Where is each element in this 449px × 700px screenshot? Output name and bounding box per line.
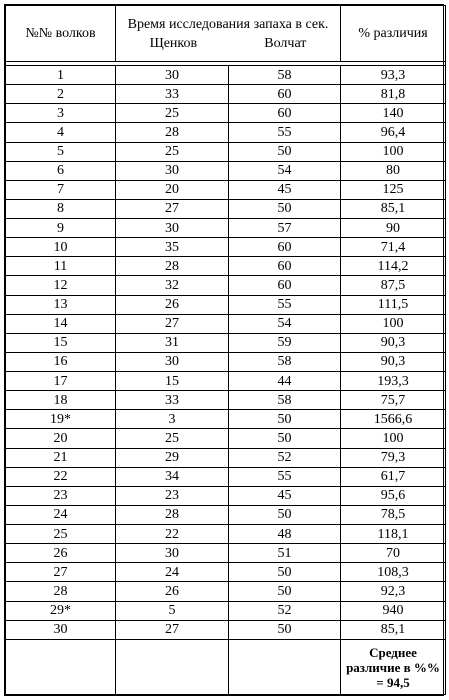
cell-cubs: 50 xyxy=(229,142,341,161)
cell-puppies: 34 xyxy=(116,467,229,486)
cell-wolf-number: 22 xyxy=(6,467,116,486)
table-row xyxy=(6,505,446,524)
cell-wolf-number: 13 xyxy=(6,295,116,314)
header-time-group xyxy=(116,6,341,62)
cell-puppies: 26 xyxy=(116,295,229,314)
header-time-label: Время исследования запаха в сек. xyxy=(127,16,329,32)
cell-percent: 114,2 xyxy=(341,257,446,276)
cell-wolf-number: 28 xyxy=(6,582,116,601)
cell-percent: 90 xyxy=(341,219,446,238)
table-row xyxy=(6,142,446,161)
cell-percent: 193,3 xyxy=(341,372,446,391)
cell-puppies: 28 xyxy=(116,257,229,276)
cell-wolf-number: 26 xyxy=(6,544,116,563)
cell-percent: 100 xyxy=(341,314,446,333)
cell-percent: 81,8 xyxy=(341,85,446,104)
cell-percent: 100 xyxy=(341,142,446,161)
table-row xyxy=(6,199,446,218)
cell-puppies: 27 xyxy=(116,314,229,333)
cell-percent: 93,3 xyxy=(341,66,446,85)
table-row xyxy=(6,238,446,257)
cell-wolf-number: 30 xyxy=(6,620,116,639)
header-percent: % различия xyxy=(341,6,446,62)
cell-percent: 125 xyxy=(341,180,446,199)
table-row xyxy=(6,123,446,142)
table-row xyxy=(6,467,446,486)
table-body xyxy=(6,66,446,640)
cell-wolf-number: 7 xyxy=(6,180,116,199)
cell-puppies: 5 xyxy=(116,601,229,620)
cell-cubs: 50 xyxy=(229,199,341,218)
table-row xyxy=(6,314,446,333)
cell-percent: 1566,6 xyxy=(341,410,446,429)
cell-wolf-number: 24 xyxy=(6,505,116,524)
cell-percent: 108,3 xyxy=(341,563,446,582)
cell-wolf-number: 14 xyxy=(6,314,116,333)
cell-cubs: 50 xyxy=(229,505,341,524)
table-row xyxy=(6,601,446,620)
cell-wolf-number: 6 xyxy=(6,161,116,180)
cell-puppies: 25 xyxy=(116,429,229,448)
cell-cubs: 52 xyxy=(229,448,341,467)
cell-percent: 85,1 xyxy=(341,620,446,639)
cell-percent: 79,3 xyxy=(341,448,446,467)
table-row xyxy=(6,180,446,199)
cell-puppies: 29 xyxy=(116,448,229,467)
cell-puppies: 26 xyxy=(116,582,229,601)
cell-cubs: 50 xyxy=(229,429,341,448)
table-row xyxy=(6,295,446,314)
cell-puppies: 27 xyxy=(116,199,229,218)
cell-cubs: 44 xyxy=(229,372,341,391)
cell-puppies: 33 xyxy=(116,391,229,410)
footer-row xyxy=(6,640,446,695)
cell-percent: 100 xyxy=(341,429,446,448)
table-row xyxy=(6,333,446,352)
cell-puppies: 33 xyxy=(116,85,229,104)
cell-cubs: 60 xyxy=(229,238,341,257)
cell-puppies: 30 xyxy=(116,219,229,238)
cell-percent: 111,5 xyxy=(341,295,446,314)
table-row xyxy=(6,372,446,391)
cell-puppies: 31 xyxy=(116,333,229,352)
cell-cubs: 60 xyxy=(229,85,341,104)
table-row xyxy=(6,620,446,639)
cell-cubs: 50 xyxy=(229,620,341,639)
cell-puppies: 20 xyxy=(116,180,229,199)
table-row xyxy=(6,104,446,123)
cell-wolf-number: 23 xyxy=(6,486,116,505)
cell-cubs: 50 xyxy=(229,410,341,429)
cell-cubs: 58 xyxy=(229,391,341,410)
cell-wolf-number: 25 xyxy=(6,525,116,544)
table-row xyxy=(6,448,446,467)
cell-cubs: 55 xyxy=(229,123,341,142)
cell-puppies: 32 xyxy=(116,276,229,295)
cell-percent: 80 xyxy=(341,161,446,180)
cell-percent: 90,3 xyxy=(341,352,446,371)
cell-percent: 85,1 xyxy=(341,199,446,218)
cell-cubs: 60 xyxy=(229,276,341,295)
cell-percent: 75,7 xyxy=(341,391,446,410)
cell-puppies: 22 xyxy=(116,525,229,544)
cell-puppies: 25 xyxy=(116,104,229,123)
cell-percent: 61,7 xyxy=(341,467,446,486)
cell-wolf-number: 11 xyxy=(6,257,116,276)
table-row xyxy=(6,429,446,448)
cell-cubs: 60 xyxy=(229,104,341,123)
data-table-container xyxy=(4,4,444,696)
cell-cubs: 54 xyxy=(229,161,341,180)
footer-average: Среднее различие в %% = 94,5 xyxy=(341,640,446,695)
table-row xyxy=(6,391,446,410)
cell-percent: 95,6 xyxy=(341,486,446,505)
cell-percent: 96,4 xyxy=(341,123,446,142)
cell-cubs: 60 xyxy=(229,257,341,276)
table-row xyxy=(6,486,446,505)
header-subcolumns xyxy=(116,32,340,53)
cell-cubs: 51 xyxy=(229,544,341,563)
cell-wolf-number: 27 xyxy=(6,563,116,582)
cell-cubs: 45 xyxy=(229,180,341,199)
cell-cubs: 52 xyxy=(229,601,341,620)
cell-percent: 140 xyxy=(341,104,446,123)
cell-wolf-number: 19* xyxy=(6,410,116,429)
cell-wolf-number: 15 xyxy=(6,333,116,352)
cell-puppies: 28 xyxy=(116,505,229,524)
cell-cubs: 58 xyxy=(229,352,341,371)
cell-cubs: 55 xyxy=(229,295,341,314)
cell-puppies: 24 xyxy=(116,563,229,582)
cell-wolf-number: 29* xyxy=(6,601,116,620)
table-row xyxy=(6,563,446,582)
cell-wolf-number: 20 xyxy=(6,429,116,448)
header-row xyxy=(6,6,446,62)
footer-empty-1 xyxy=(6,640,116,695)
cell-wolf-number: 8 xyxy=(6,199,116,218)
cell-puppies: 30 xyxy=(116,544,229,563)
cell-cubs: 57 xyxy=(229,219,341,238)
header-cubs: Волчат xyxy=(264,35,307,51)
cell-wolf-number: 9 xyxy=(6,219,116,238)
cell-cubs: 59 xyxy=(229,333,341,352)
wolf-scent-table xyxy=(5,5,446,695)
cell-percent: 71,4 xyxy=(341,238,446,257)
table-row xyxy=(6,85,446,104)
cell-puppies: 15 xyxy=(116,372,229,391)
cell-percent: 70 xyxy=(341,544,446,563)
cell-percent: 92,3 xyxy=(341,582,446,601)
table-row xyxy=(6,66,446,85)
cell-cubs: 45 xyxy=(229,486,341,505)
cell-cubs: 50 xyxy=(229,582,341,601)
cell-wolf-number: 1 xyxy=(6,66,116,85)
table-row xyxy=(6,410,446,429)
cell-puppies: 28 xyxy=(116,123,229,142)
table-row xyxy=(6,219,446,238)
table-row xyxy=(6,257,446,276)
cell-cubs: 54 xyxy=(229,314,341,333)
cell-wolf-number: 17 xyxy=(6,372,116,391)
cell-percent: 940 xyxy=(341,601,446,620)
cell-puppies: 23 xyxy=(116,486,229,505)
cell-percent: 78,5 xyxy=(341,505,446,524)
cell-wolf-number: 5 xyxy=(6,142,116,161)
cell-cubs: 58 xyxy=(229,66,341,85)
header-wolves: №№ волков xyxy=(6,6,116,62)
cell-wolf-number: 18 xyxy=(6,391,116,410)
table-row xyxy=(6,582,446,601)
cell-wolf-number: 3 xyxy=(6,104,116,123)
cell-wolf-number: 16 xyxy=(6,352,116,371)
cell-wolf-number: 2 xyxy=(6,85,116,104)
cell-puppies: 35 xyxy=(116,238,229,257)
cell-percent: 90,3 xyxy=(341,333,446,352)
cell-wolf-number: 10 xyxy=(6,238,116,257)
cell-percent: 87,5 xyxy=(341,276,446,295)
cell-wolf-number: 21 xyxy=(6,448,116,467)
footer-empty-2 xyxy=(116,640,229,695)
cell-puppies: 25 xyxy=(116,142,229,161)
cell-puppies: 27 xyxy=(116,620,229,639)
cell-cubs: 50 xyxy=(229,563,341,582)
cell-puppies: 30 xyxy=(116,161,229,180)
cell-wolf-number: 12 xyxy=(6,276,116,295)
table-row xyxy=(6,544,446,563)
table-row xyxy=(6,161,446,180)
cell-puppies: 3 xyxy=(116,410,229,429)
cell-cubs: 48 xyxy=(229,525,341,544)
cell-percent: 118,1 xyxy=(341,525,446,544)
cell-cubs: 55 xyxy=(229,467,341,486)
table-row xyxy=(6,352,446,371)
footer-empty-3 xyxy=(229,640,341,695)
header-puppies: Щенков xyxy=(149,35,198,51)
cell-wolf-number: 4 xyxy=(6,123,116,142)
table-row xyxy=(6,525,446,544)
cell-puppies: 30 xyxy=(116,352,229,371)
table-row xyxy=(6,276,446,295)
cell-puppies: 30 xyxy=(116,66,229,85)
